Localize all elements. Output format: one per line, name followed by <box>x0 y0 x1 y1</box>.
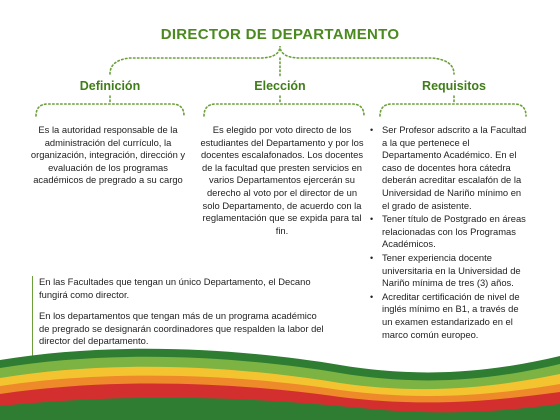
page-title: DIRECTOR DE DEPARTAMENTO <box>160 26 400 43</box>
heading-requisitos: Requisitos <box>422 79 486 93</box>
requisito-text: Tener experiencia docente universitaria en la Universidad de Nariño mínima de tres (3) años. <box>382 251 521 289</box>
requisito-item <box>370 252 530 290</box>
requisito-text: Tener título de Postgrado en áreas relacionadas con los Programas Académicos. <box>382 213 526 250</box>
definicion-text: Es la autoridad responsable de la administración del currículo, la organización, integración, dirección y evaluación de los programas académicos de pregrado a su cargo <box>30 124 186 186</box>
requisitos-list <box>370 124 530 342</box>
bullet-icon: • <box>370 252 374 263</box>
note-coordinators: En los departamentos que tengan más de un programa académico de pregrado se designarán coordinadores que respalden la labor del director del departamento. <box>39 310 324 347</box>
heading-definicion: Definición <box>79 79 141 93</box>
requisito-text: Ser Profesor adscrito a la Facultad a la que pertenece el Departamento Académico. En el caso de docentes hora cátedra deberán acreditar escalafón de la Universidad de Nariño mínimo en el grado de asistente. <box>382 124 527 211</box>
bracket-definicion <box>36 104 184 116</box>
note-single-department: En las Facultades que tengan un único Departamento, el Decano fungirá como director. <box>39 276 311 300</box>
bullet-icon: • <box>370 214 374 225</box>
bracket-eleccion <box>204 104 364 116</box>
main-bracket <box>110 46 454 74</box>
requisito-item <box>370 213 530 251</box>
heading-eleccion: Elección <box>254 79 306 93</box>
bullet-icon: • <box>370 125 374 135</box>
bracket-requisitos <box>380 104 526 116</box>
requisito-item <box>370 291 530 341</box>
bullet-icon: • <box>370 291 374 302</box>
eleccion-text: Es elegido por voto directo de los estudiantes del Departamento y por los docentes escalafonados. Los docentes de la facultad que presten servicios en varios Departamentos ejercerán su derecho al voto por el director de un solo Departamento, de acuerdo con la reglamentación que se expida para tal fin. <box>200 124 364 236</box>
requisito-text: Acreditar certificación de nivel de inglés mínimo en B1, a través de un examen estandarizado en el marco común europeo. <box>382 290 520 340</box>
decorative-waves <box>0 340 560 420</box>
connector-brackets <box>0 0 560 140</box>
requisito-item <box>370 124 530 212</box>
